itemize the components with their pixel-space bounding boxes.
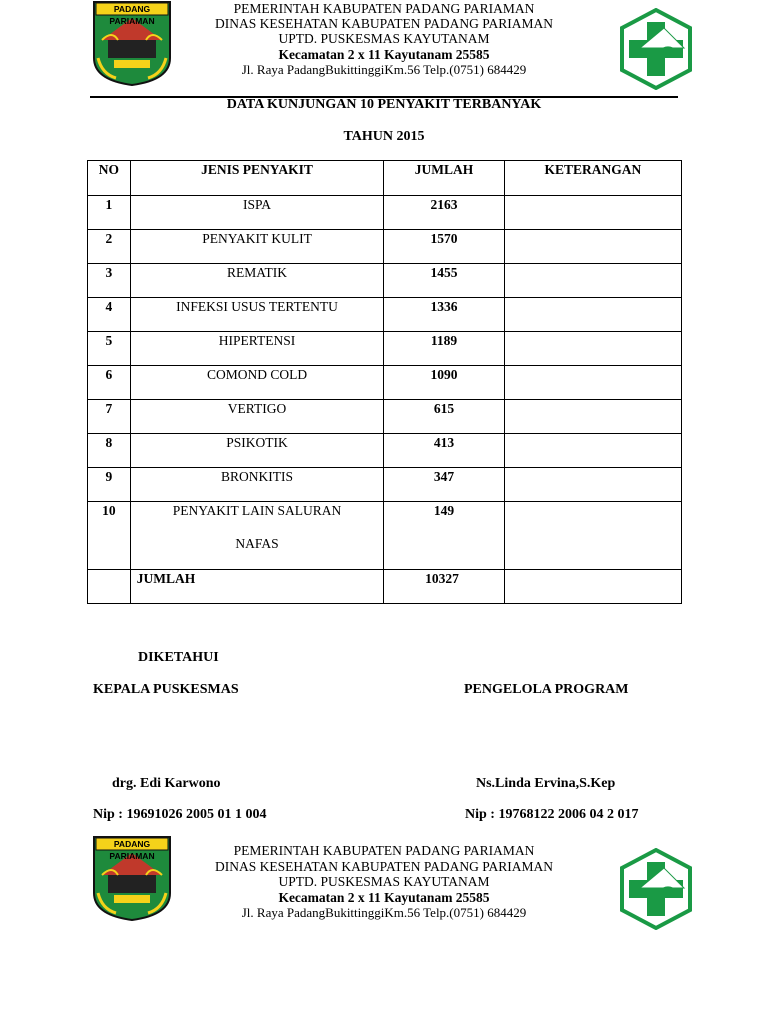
table-row — [88, 400, 682, 434]
disease-name: ISPA — [130, 196, 383, 230]
header-disease: JENIS PENYAKIT — [130, 161, 383, 196]
visit-count: 413 — [384, 434, 504, 468]
letterhead-line-5: Jl. Raya PadangBukittinggiKm.56 Telp.(0751) 684429 — [241, 62, 527, 77]
visit-count: 1336 — [384, 298, 504, 332]
visit-count: 1090 — [384, 366, 504, 400]
disease-name: REMATIK — [130, 264, 383, 298]
row-number: 10 — [88, 502, 131, 570]
header-note: KETERANGAN — [504, 161, 681, 196]
visit-count: 347 — [384, 468, 504, 502]
note-cell — [504, 468, 681, 502]
visit-count: 1455 — [384, 264, 504, 298]
right-signatory-title: PENGELOLA PROGRAM — [464, 682, 629, 697]
row-number: 5 — [88, 332, 131, 366]
disease-name: HIPERTENSI — [130, 332, 383, 366]
row-number: 8 — [88, 434, 131, 468]
total-note-cell — [504, 570, 681, 604]
left-signatory-nip: Nip : 19691026 2005 01 1 004 — [93, 807, 267, 822]
footer-line-1: PEMERINTAH KABUPATEN PADANG PARIAMAN — [233, 843, 535, 858]
visit-count: 1189 — [384, 332, 504, 366]
health-cross-icon — [620, 8, 692, 90]
logo-text-footer: PADANG PARIAMAN — [109, 839, 155, 861]
table-row — [88, 366, 682, 400]
table-row — [88, 468, 682, 502]
letterhead-line-2: DINAS KESEHATAN KABUPATEN PADANG PARIAMAN — [215, 16, 553, 31]
visit-count: 149 — [384, 502, 504, 570]
footer-line-5: Jl. Raya PadangBukittinggiKm.56 Telp.(0751) 684429 — [241, 905, 527, 920]
disease-name: PENYAKIT KULIT — [130, 230, 383, 264]
table-row — [88, 502, 682, 570]
row-number: 2 — [88, 230, 131, 264]
note-cell — [504, 230, 681, 264]
row-number: 7 — [88, 400, 131, 434]
letterhead-line-3: UPTD. PUSKESMAS KAYUTANAM — [278, 31, 490, 46]
table-total-row — [88, 570, 682, 604]
row-number: 4 — [88, 298, 131, 332]
total-value: 10327 — [384, 570, 504, 604]
table-row — [88, 264, 682, 298]
note-cell — [504, 366, 681, 400]
total-no-cell — [88, 570, 131, 604]
visit-count: 1570 — [384, 230, 504, 264]
visit-count: 2163 — [384, 196, 504, 230]
letterhead-line-1: PEMERINTAH KABUPATEN PADANG PARIAMAN — [233, 1, 535, 16]
note-cell — [504, 196, 681, 230]
header-count: JUMLAH — [384, 161, 504, 196]
disease-name: INFEKSI USUS TERTENTU — [130, 298, 383, 332]
row-number: 1 — [88, 196, 131, 230]
footer-line-2: DINAS KESEHATAN KABUPATEN PADANG PARIAMAN — [215, 859, 553, 874]
disease-name: PSIKOTIK — [130, 434, 383, 468]
footer-line-3: UPTD. PUSKESMAS KAYUTANAM — [278, 874, 490, 889]
logo-text: PADANG PARIAMAN — [109, 4, 155, 26]
disease-table — [87, 160, 682, 604]
table-row — [88, 434, 682, 468]
left-signatory-name: drg. Edi Karwono — [112, 776, 221, 791]
footer-line-4: Kecamatan 2 x 11 Kayutanam 25585 — [278, 890, 490, 905]
disease-name: PENYAKIT LAIN SALURAN NAFAS — [130, 502, 383, 570]
health-cross-icon-footer — [620, 848, 692, 930]
total-label: JUMLAH — [130, 570, 383, 604]
right-signatory-name: Ns.Linda Ervina,S.Kep — [476, 776, 616, 791]
page-title: DATA KUNJUNGAN 10 PENYAKIT TERBANYAK — [226, 97, 542, 112]
note-cell — [504, 400, 681, 434]
disease-name: VERTIGO — [130, 400, 383, 434]
row-number: 9 — [88, 468, 131, 502]
note-cell — [504, 332, 681, 366]
right-signatory-nip: Nip : 19768122 2006 04 2 017 — [465, 807, 639, 822]
table-row — [88, 196, 682, 230]
note-cell — [504, 298, 681, 332]
header-no: NO — [88, 161, 131, 196]
letterhead-line-4: Kecamatan 2 x 11 Kayutanam 25585 — [278, 47, 490, 62]
table-row — [88, 230, 682, 264]
visit-count: 615 — [384, 400, 504, 434]
row-number: 3 — [88, 264, 131, 298]
acknowledged-label: DIKETAHUI — [138, 650, 219, 665]
left-signatory-title: KEPALA PUSKESMAS — [93, 682, 239, 697]
note-cell — [504, 434, 681, 468]
page-subtitle-year: TAHUN 2015 — [343, 129, 425, 144]
table-row — [88, 332, 682, 366]
table-header-row — [88, 161, 682, 196]
note-cell — [504, 264, 681, 298]
row-number: 6 — [88, 366, 131, 400]
disease-name: COMOND COLD — [130, 366, 383, 400]
table-row — [88, 298, 682, 332]
note-cell — [504, 502, 681, 570]
disease-name: BRONKITIS — [130, 468, 383, 502]
